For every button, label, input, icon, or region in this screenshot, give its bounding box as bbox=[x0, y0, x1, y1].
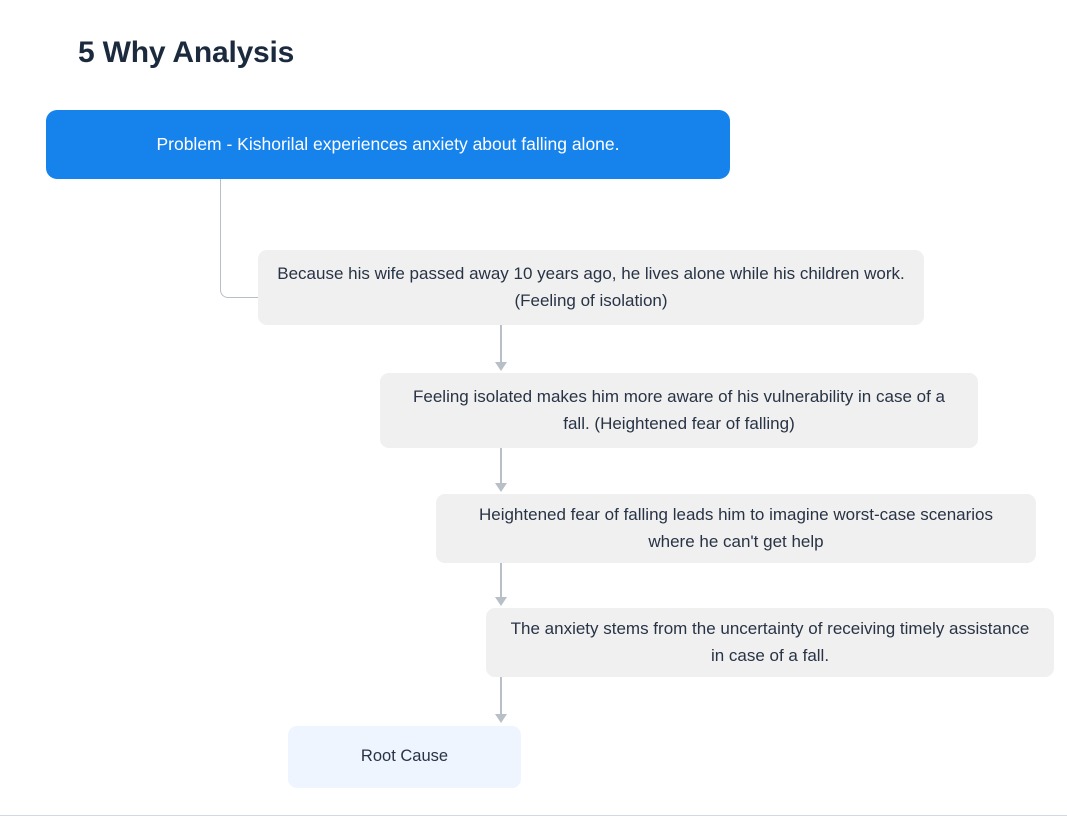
problem-node[interactable]: Problem - Kishorilal experiences anxiety about falling alone. bbox=[46, 110, 730, 179]
connector-why1-to-why2 bbox=[500, 325, 502, 364]
page-title: 5 Why Analysis bbox=[78, 36, 295, 69]
why-node-4[interactable]: The anxiety stems from the uncertainty of receiving timely assistance in case of a fall. bbox=[486, 608, 1054, 677]
connector-problem-to-why1 bbox=[220, 179, 260, 298]
arrow-head-why1-to-why2 bbox=[495, 362, 507, 371]
arrow-head-why3-to-why4 bbox=[495, 597, 507, 606]
why-node-2[interactable]: Feeling isolated makes him more aware of his vulnerability in case of a fall. (Heightened fear of falling) bbox=[380, 373, 978, 448]
footer-divider bbox=[0, 815, 1067, 832]
root-cause-node[interactable]: Root Cause bbox=[288, 726, 521, 788]
arrow-head-why4-to-root-cause bbox=[495, 714, 507, 723]
connector-why4-to-root-cause bbox=[500, 677, 502, 716]
why-node-1[interactable]: Because his wife passed away 10 years ago, he lives alone while his children work. (Feeling of isolation) bbox=[258, 250, 924, 325]
arrow-head-why2-to-why3 bbox=[495, 483, 507, 492]
connector-why3-to-why4 bbox=[500, 563, 502, 600]
why-node-3[interactable]: Heightened fear of falling leads him to imagine worst-case scenarios where he can't get help bbox=[436, 494, 1036, 563]
connector-why2-to-why3 bbox=[500, 448, 502, 486]
